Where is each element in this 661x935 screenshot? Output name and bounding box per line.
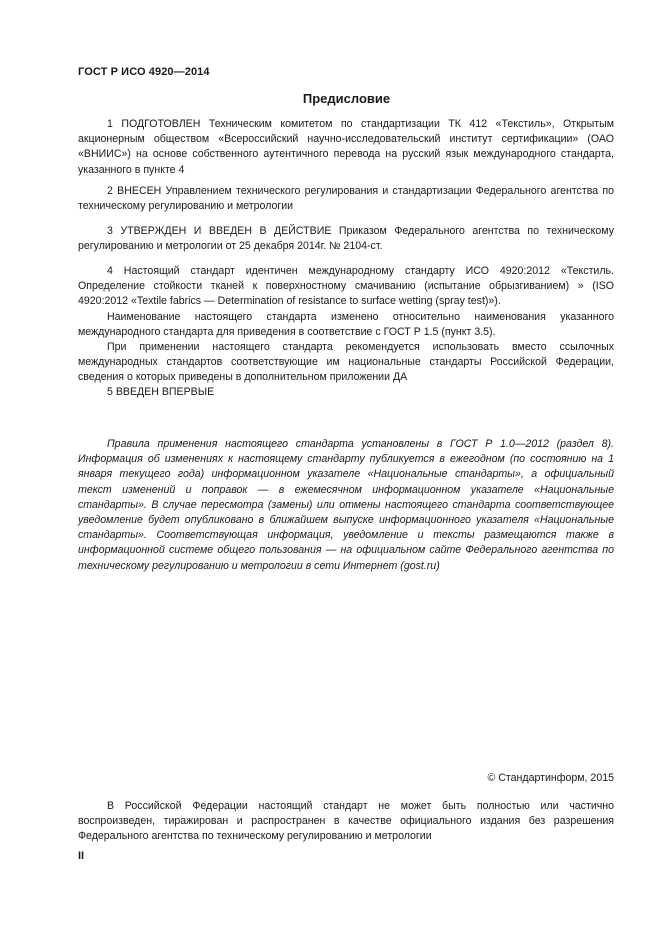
- notice-block: [78, 437, 614, 574]
- item-4-references-note: При применении настоящего стандарта рекомендуется использовать вместо ссылочных международных стандартов соответствующие им национальные стандарты Российской Федерации, сведения о которых приведены в дополнительном приложении ДА: [78, 341, 614, 384]
- item-4-text: 4 Настоящий стандарт идентичен международному стандарту ИСО 4920:2012 «Текстиль. Определение стойкости тканей к поверхностному смачиванию (испытание обрызгиванием) » (ISO 4920:2012 «Textile fabrics — Determination of resistance to surface wetting (spray test)»).: [78, 265, 614, 308]
- reproduction-notice-text: В Российской Федерации настоящий стандарт не может быть полностью или частично воспроизведен, тиражирован и распространен в качестве официального издания без разрешения Федерального агентства по техническому регулированию и метрологии: [78, 800, 614, 843]
- item-3-text: 3 УТВЕРЖДЕН И ВВЕДЕН В ДЕЙСТВИЕ Приказом Федерального агентства по техническому регулированию и метрологии от 25 декабря 2014г. № 2104-ст.: [78, 225, 614, 253]
- item-1-text: 1 ПОДГОТОВЛЕН Техническим комитетом по стандартизации ТК 412 «Текстиль», Открытым акционерным обществом «Всероссийский научно-исследовательский институт сертификации» (ОАО «ВНИИС») на основе собственного аутентичного перевода на русский язык международного стандарта, указанного в пункте 4: [78, 118, 614, 176]
- item-2-text: 2 ВНЕСЕН Управлением технического регулирования и стандартизации Федерального агентства по техническому регулированию и метрологии: [78, 185, 614, 213]
- page-title-text: Предисловие: [302, 91, 391, 106]
- document-header: ГОСТ Р ИСО 4920—2014: [78, 66, 210, 78]
- item-5-text: 5 ВВЕДЕН ВПЕРВЫЕ: [107, 386, 215, 398]
- section-item-3: [78, 224, 614, 254]
- reproduction-notice: [78, 799, 614, 845]
- section-item-5: [78, 385, 614, 400]
- item-4-naming-note: Наименование настоящего стандарта изменено относительно наименования указанного международного стандарта для приведения в соответствие с ГОСТ Р 1.5 (пункт 3.5).: [78, 310, 614, 338]
- page-number: II: [78, 850, 85, 862]
- notice-text: Правила применения настоящего стандарта установлены в ГОСТ Р 1.0—2012 (раздел 8). Информация об изменениях к настоящему стандарту публикуется в ежегодном (по состоянию на 1 января текущего года) информационном указателе «Национальные стандарты», а официальный текст изменений и поправок — в ежемесячном информационном указателе «Национальные стандарты». В случае пересмотра (замены) или отмены настоящего стандарта соответствующее уведомление будет опубликовано в ближайшем выпуске информационного указателя «Национальные стандарты». Соответствующая информация, уведомление и тексты размещаются также в информационной системе общего пользования — на официальном сайте Федерального агентства по техническому регулированию и метрологии в сети Интернет (gost.ru): [78, 438, 614, 572]
- section-item-1: [78, 117, 614, 178]
- section-item-2: [78, 184, 614, 214]
- section-item-4: [78, 264, 614, 386]
- page-title: [0, 91, 661, 106]
- copyright: © Стандартинформ, 2015: [487, 772, 614, 784]
